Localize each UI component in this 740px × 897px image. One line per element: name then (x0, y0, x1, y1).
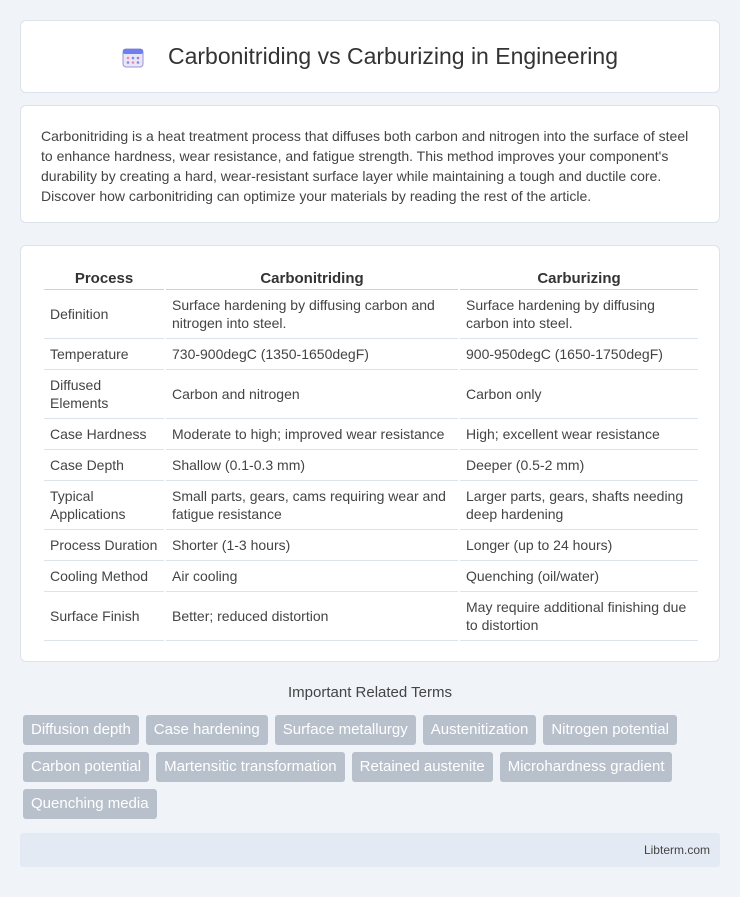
table-cell: Typical Applications (44, 481, 164, 530)
table-cell: Air cooling (166, 561, 458, 592)
term-tag[interactable]: Nitrogen potential (543, 715, 677, 745)
table-cell: Larger parts, gears, shafts needing deep hardening (460, 481, 698, 530)
table-header-row (44, 264, 698, 290)
related-terms-list (23, 715, 723, 819)
table-cell: Deeper (0.5-2 mm) (460, 450, 698, 481)
table-row (44, 561, 698, 592)
term-tag[interactable]: Carbon potential (23, 752, 149, 782)
table-cell: Surface Finish (44, 592, 164, 641)
table-cell: Temperature (44, 339, 164, 370)
table-cell: Cooling Method (44, 561, 164, 592)
table-row (44, 530, 698, 561)
term-tag[interactable]: Surface metallurgy (275, 715, 416, 745)
comparison-table (42, 264, 700, 641)
table-cell: Definition (44, 290, 164, 339)
table-cell: Carbon and nitrogen (166, 370, 458, 419)
term-tag[interactable]: Retained austenite (352, 752, 493, 782)
table-row (44, 339, 698, 370)
table-cell: Case Depth (44, 450, 164, 481)
page-title: Carbonitriding vs Carburizing in Engineering (167, 43, 619, 69)
table-row (44, 592, 698, 641)
table-cell: May require additional finishing due to distortion (460, 592, 698, 641)
term-tag[interactable]: Diffusion depth (23, 715, 139, 745)
table-cell: Surface hardening by diffusing carbon and nitrogen into steel. (166, 290, 458, 339)
comparison-table-card (20, 245, 720, 662)
table-cell: Better; reduced distortion (166, 592, 458, 641)
term-tag[interactable]: Microhardness gradient (500, 752, 673, 782)
footer (20, 833, 720, 867)
table-cell: Surface hardening by diffusing carbon into steel. (460, 290, 698, 339)
table-cell: Case Hardness (44, 419, 164, 450)
table-cell: Longer (up to 24 hours) (460, 530, 698, 561)
calendar-icon (122, 46, 144, 68)
table-row (44, 481, 698, 530)
table-cell: High; excellent wear resistance (460, 419, 698, 450)
intro-text: Carbonitriding is a heat treatment process that diffuses both carbon and nitrogen into the surface of steel to enhance hardness, wear resistance, and fatigue strength. This method improves your component's durability by creating a hard, wear-resistant surface layer while maintaining a tough and ductile core. Discover how carbonitriding can optimize your materials by reading the rest of the article. (41, 128, 689, 204)
column-header: Carbonitriding (166, 264, 458, 290)
table-cell: Quenching (oil/water) (460, 561, 698, 592)
table-cell: 900-950degC (1650-1750degF) (460, 339, 698, 370)
table-row (44, 450, 698, 481)
table-cell: Small parts, gears, cams requiring wear and fatigue resistance (166, 481, 458, 530)
table-cell: Moderate to high; improved wear resistance (166, 419, 458, 450)
term-tag[interactable]: Austenitization (423, 715, 537, 745)
footer-site-link[interactable]: Libterm.com (643, 843, 710, 857)
table-cell: Process Duration (44, 530, 164, 561)
table-row (44, 370, 698, 419)
table-row (44, 290, 698, 339)
term-tag[interactable]: Quenching media (23, 789, 157, 819)
table-cell: Diffused Elements (44, 370, 164, 419)
table-cell: Carbon only (460, 370, 698, 419)
column-header: Process (44, 264, 164, 290)
table-row (44, 419, 698, 450)
intro-card (20, 105, 720, 223)
header-card (20, 20, 720, 93)
table-cell: Shorter (1-3 hours) (166, 530, 458, 561)
table-cell: Shallow (0.1-0.3 mm) (166, 450, 458, 481)
column-header: Carburizing (460, 264, 698, 290)
table-cell: 730-900degC (1350-1650degF) (166, 339, 458, 370)
related-terms-heading: Important Related Terms (288, 684, 452, 701)
term-tag[interactable]: Martensitic transformation (156, 752, 345, 782)
term-tag[interactable]: Case hardening (146, 715, 268, 745)
